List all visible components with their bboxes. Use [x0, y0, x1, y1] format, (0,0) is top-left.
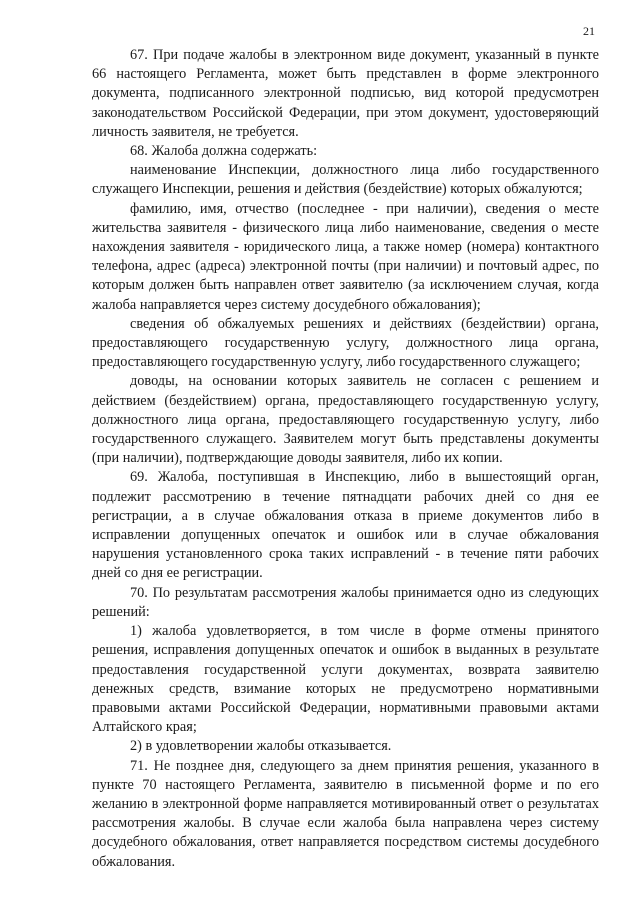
paragraph-70-option-2: 2) в удовлетворении жалобы отказывается.: [130, 738, 392, 755]
paragraph-68-item-applicant: фамилию, имя, отчество (последнее - при наличии), сведения о месте жительства заявителя - физического лица либо наименование, сведения о месте нахождения заявителя - юридического лица, а также номер (номера) контактного телефона, адрес (адреса) электронной почты (при наличии) и почтовый адрес, по которым должен быть направлен ответ заявителю (за исключением случая, когда жалоба направляется через систему досудебного обжалования);: [92, 200, 599, 313]
paragraph-68-item-name: наименование Инспекции, должностного лица либо государственного служащего Инспекции, решения и действия (бездействие) которых обжалуются;: [92, 162, 599, 198]
paragraph-71: 71. Не позднее дня, следующего за днем принятия решения, указанного в пункте 70 настоящего Регламента, заявителю в письменной форме и по его желанию в электронной форме направляется мотивированный ответ о результатах рассмотрения жалобы. В случае если жалоба была направлена через систему досудебного обжалования, ответ направляется посредством системы досудебного обжалования.: [92, 757, 599, 870]
paragraph-69: 69. Жалоба, поступившая в Инспекцию, либо в вышестоящий орган, подлежит рассмотрению в течение пятнадцати рабочих дней со дня ее регистрации, а в случае обжалования отказа в приеме документов либо в исправлении допущенных опечаток и ошибок или в случае обжалования нарушения установленного срока таких исправлений - в течение пяти рабочих дней со дня ее регистрации.: [92, 469, 599, 582]
document-body: [92, 46, 599, 872]
paragraph-68-item-arguments: доводы, на основании которых заявитель не согласен с решением и действием (бездействием) органа, предоставляющего государственную услугу, должностного лица органа, предоставляющего государственную услугу, либо государственного служащего. Заявителем могут быть представлены документы (при наличии), подтверждающие доводы заявителя, либо их копии.: [92, 373, 599, 467]
paragraph-68-item-decisions: сведения об обжалуемых решениях и действиях (бездействии) органа, предоставляющего государственную услугу, должностного лица органа, предоставляющего государственную услугу, либо государственного служащего;: [92, 315, 599, 371]
page-number: 21: [583, 24, 595, 38]
paragraph-70: 70. По результатам рассмотрения жалобы принимается одно из следующих решений:: [92, 584, 599, 620]
paragraph-70-option-1: 1) жалоба удовлетворяется, в том числе в форме отмены принятого решения, исправления допущенных опечаток и ошибок в выданных в результате предоставления государственной услуги документах, возврата заявителю денежных средств, взимание которых не предусмотрено нормативными правовыми актами Российской Федерации, нормативными правовыми актами Алтайского края;: [92, 623, 599, 736]
paragraph-67: 67. При подаче жалобы в электронном виде документ, указанный в пункте 66 настоящего Регламента, может быть представлен в форме электронного документа, подписанного электронной подписью, вид которой предусмотрен законодательством Российской Федерации, при этом документ, удостоверяющий личность заявителя, не требуется.: [92, 47, 599, 140]
paragraph-68-heading: 68. Жалоба должна содержать:: [130, 143, 318, 160]
